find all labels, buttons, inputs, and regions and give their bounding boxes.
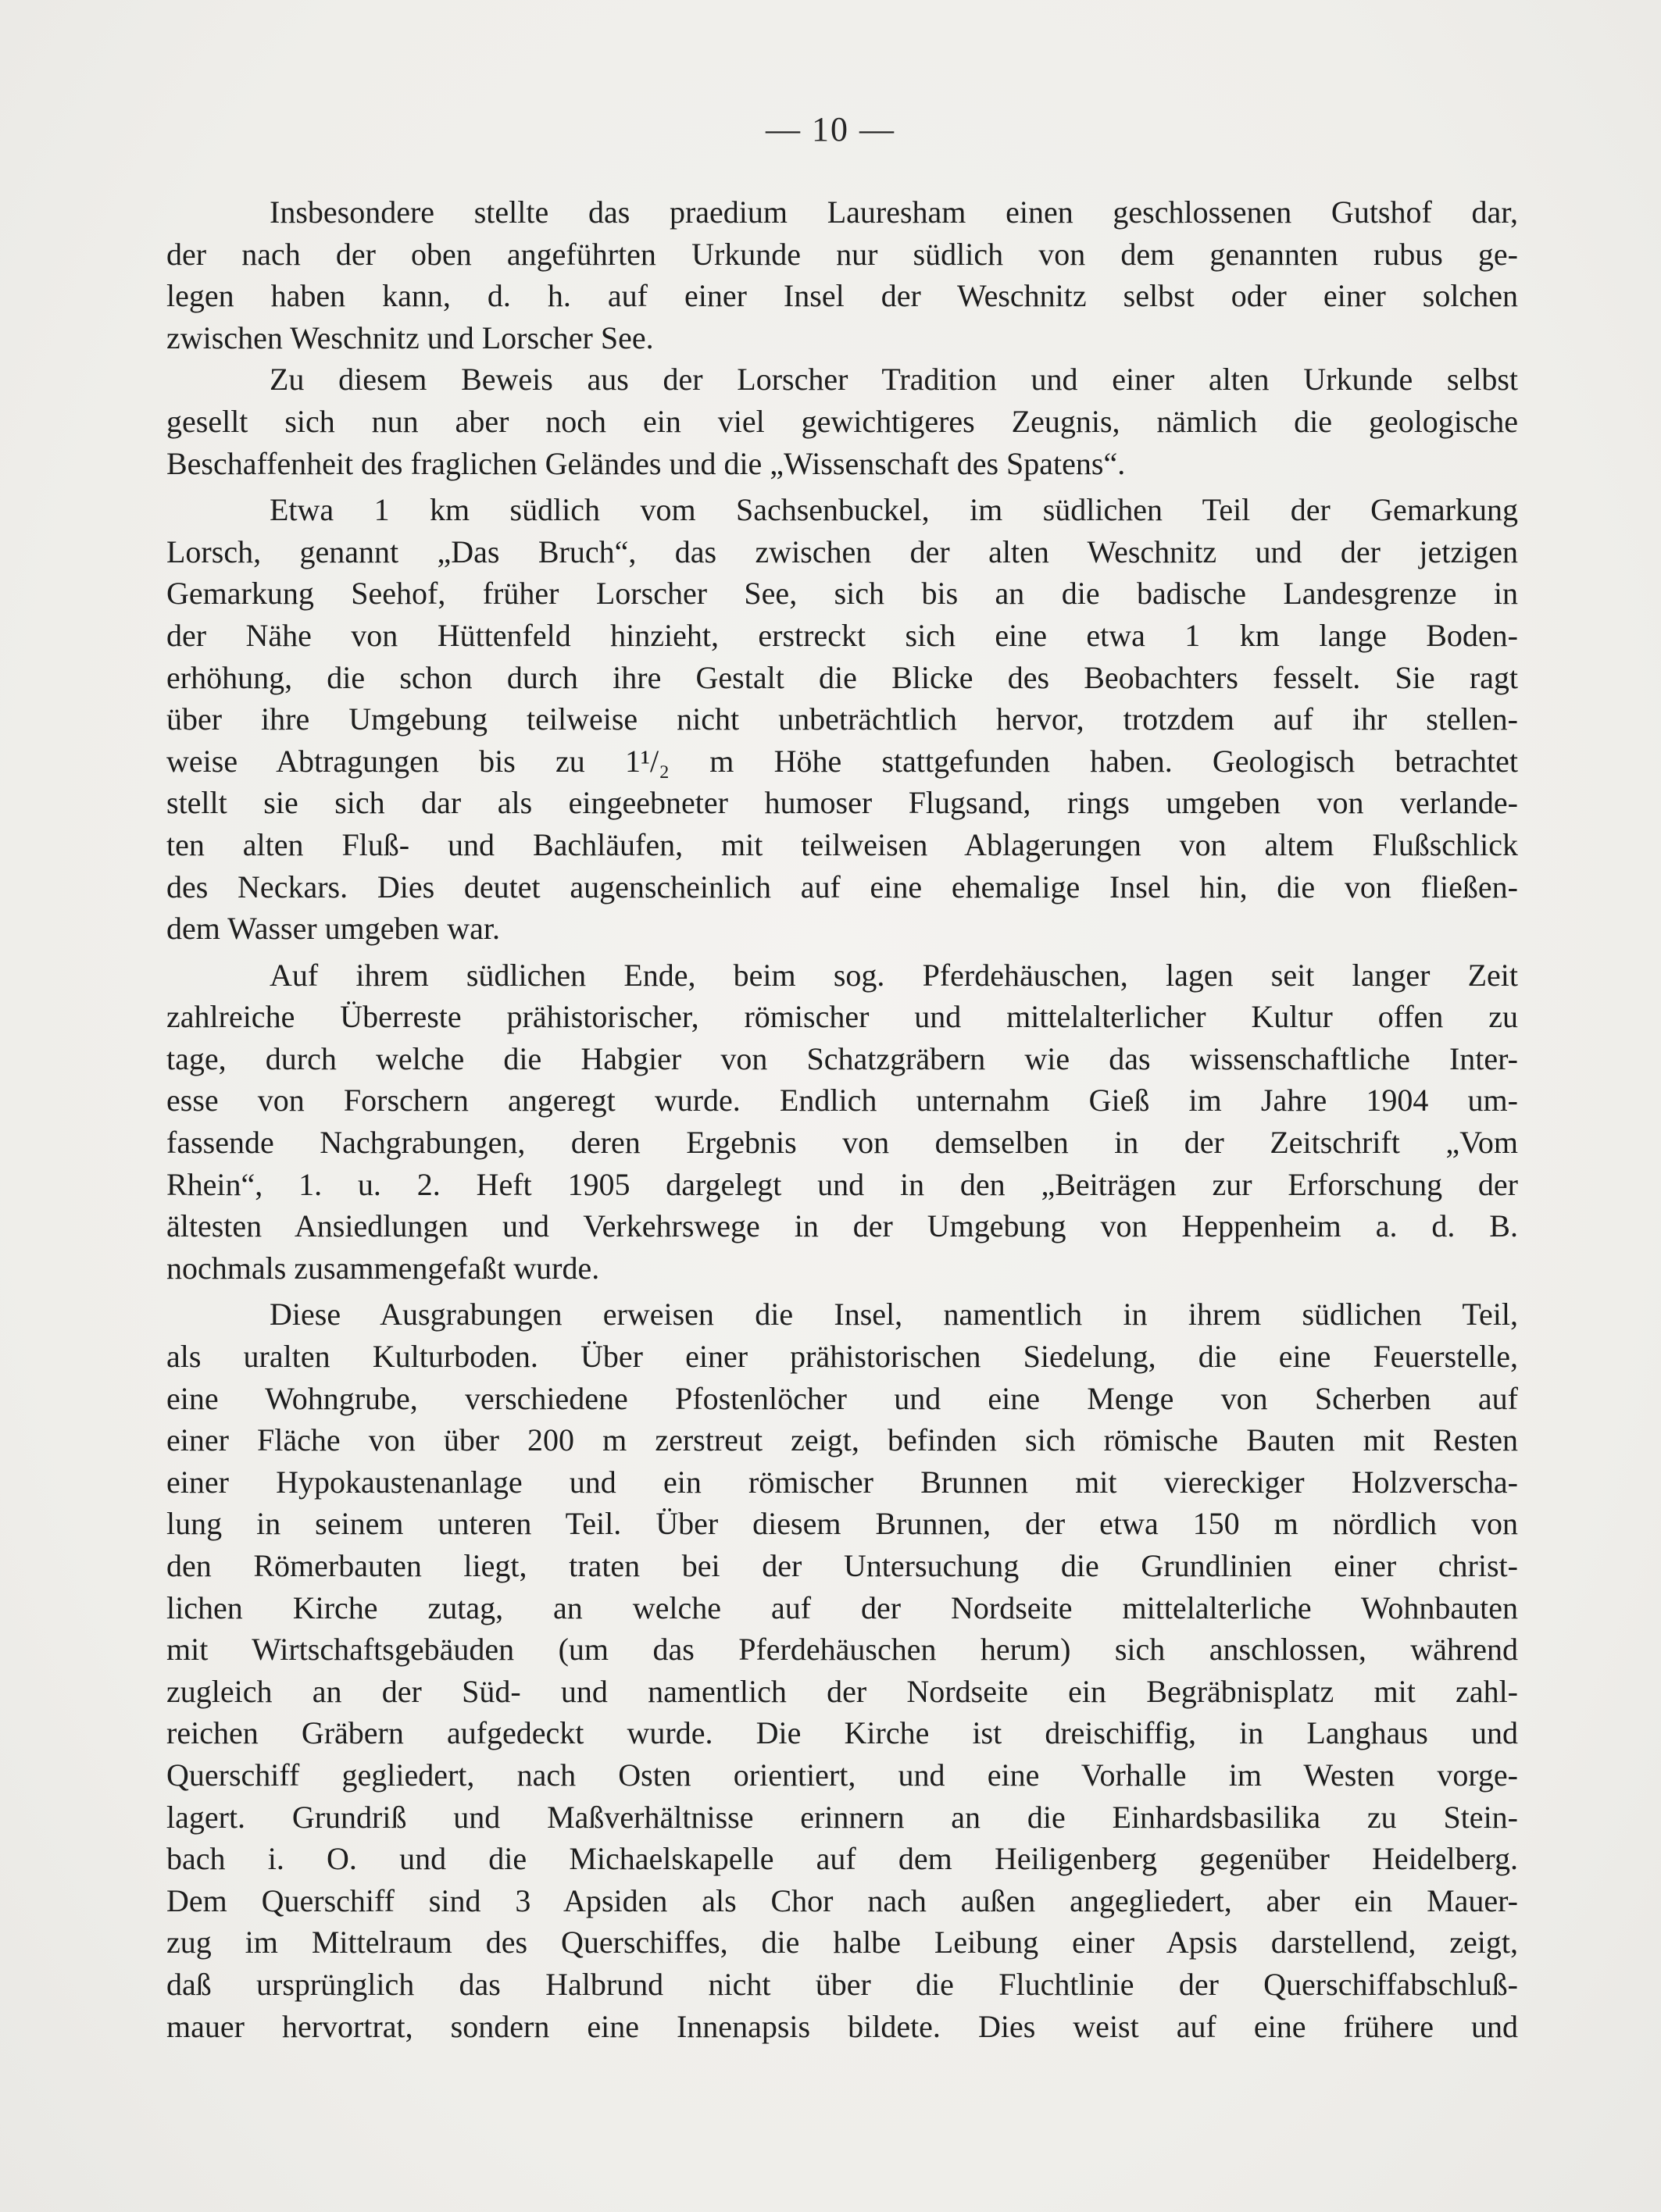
text-line: Querschiff gegliedert, nach Osten orientiert, und eine Vorhalle im Westen vorge- xyxy=(166,1757,1518,1793)
text-line: weise Abtragungen bis zu 1¹/₂ m Höhe stattgefunden haben. Geologisch betrachtet xyxy=(166,743,1518,779)
text-line: Diese Ausgrabungen erweisen die Insel, namentlich in ihrem südlichen Teil, xyxy=(270,1297,1518,1333)
text-line: lagert. Grundriß und Maßverhältnisse erinnern an die Einhardsbasilika zu Stein- xyxy=(166,1799,1518,1835)
text-line: legen haben kann, d. h. auf einer Insel der Weschnitz selbst oder einer solchen xyxy=(166,278,1518,314)
text-line: zug im Mittelraum des Querschiffes, die halbe Leibung einer Apsis darstellend, zeigt, xyxy=(166,1925,1518,1960)
text-line: tage, durch welche die Habgier von Schatzgräbern wie das wissenschaftliche Inter- xyxy=(166,1040,1518,1076)
text-line: Gemarkung Seehof, früher Lorscher See, sich bis an die badische Landesgrenze in xyxy=(166,576,1518,612)
text-line: Lorsch, genannt „Das Bruch“, das zwischen der alten Weschnitz und der jetzigen xyxy=(166,533,1518,569)
paragraph-1 xyxy=(166,191,1518,359)
text-line: dem Wasser umgeben war. xyxy=(166,911,501,947)
text-line: zwischen Weschnitz und Lorscher See. xyxy=(166,319,654,355)
text-line: einer Fläche von über 200 m zerstreut zeigt, befinden sich römische Bauten mit Resten xyxy=(166,1422,1518,1458)
text-line: Rhein“, 1. u. 2. Heft 1905 dargelegt und in den „Beiträgen zur Erforschung der xyxy=(166,1166,1518,1202)
text-line: der Nähe von Hüttenfeld hinzieht, erstreckt sich eine etwa 1 km lange Boden- xyxy=(166,617,1518,653)
text-line: des Neckars. Dies deutet augenscheinlich auf eine ehemalige Insel hin, die von fließen- xyxy=(166,869,1518,904)
text-line: daß ursprünglich das Halbrund nicht über die Fluchtlinie der Querschiffabschluß- xyxy=(166,1966,1518,2002)
text-line: zugleich an der Süd- und namentlich der Nordseite ein Begräbnisplatz mit zahl- xyxy=(166,1673,1518,1709)
text-line: esse von Forschern angeregt wurde. Endlich unternahm Gieß im Jahre 1904 um- xyxy=(166,1083,1518,1118)
text-line: den Römerbauten liegt, traten bei der Untersuchung die Grundlinien einer christ- xyxy=(166,1548,1518,1583)
text-line: Zu diesem Beweis aus der Lorscher Tradition und einer alten Urkunde selbst xyxy=(270,362,1518,398)
text-line: ältesten Ansiedlungen und Verkehrswege in der Umgebung von Heppenheim a. d. B. xyxy=(166,1208,1518,1244)
paragraph-4 xyxy=(166,954,1518,1290)
text-line: erhöhung, die schon durch ihre Gestalt die Blicke des Beobachters fesselt. Sie ragt xyxy=(166,659,1518,695)
text-line: fassende Nachgrabungen, deren Ergebnis von demselben in der Zeitschrift „Vom xyxy=(166,1125,1518,1161)
text-line: mauer hervortrat, sondern eine Innenapsis bildete. Dies weist auf eine frühere und xyxy=(166,2008,1518,2044)
text-line: Dem Querschiff sind 3 Apsiden als Chor nach außen angegliedert, aber ein Mauer- xyxy=(166,1882,1518,1918)
text-line: lichen Kirche zutag, an welche auf der Nordseite mittelalterliche Wohnbauten xyxy=(166,1589,1518,1625)
paragraph-3 xyxy=(166,489,1518,950)
text-line: Auf ihrem südlichen Ende, beim sog. Pferdehäuschen, lagen seit langer Zeit xyxy=(270,957,1518,993)
text-line: reichen Gräbern aufgedeckt wurde. Die Kirche ist dreischiffig, in Langhaus und xyxy=(166,1715,1518,1751)
text-line: mit Wirtschaftsgebäuden (um das Pferdehäuschen herum) sich anschlossen, während xyxy=(166,1632,1518,1668)
text-line: Beschaffenheit des fraglichen Geländes und die „Wissenschaft des Spatens“. xyxy=(166,445,1126,481)
text-line: zahlreiche Überreste prähistorischer, römischer und mittelalterlicher Kultur offen zu xyxy=(166,999,1518,1035)
text-line: Etwa 1 km südlich vom Sachsenbuckel, im südlichen Teil der Gemarkung xyxy=(270,492,1518,528)
text-line: als uralten Kulturboden. Über einer prähistorischen Siedelung, die eine Feuerstelle, xyxy=(166,1339,1518,1375)
text-line: Insbesondere stellte das praedium Lauresham einen geschlossenen Gutshof dar, xyxy=(270,194,1518,230)
paragraph-5 xyxy=(166,1293,1518,2047)
text-line: bach i. O. und die Michaelskapelle auf dem Heiligenberg gegenüber Heidelberg. xyxy=(166,1841,1518,1877)
text-line: gesellt sich nun aber noch ein viel gewichtigeres Zeugnis, nämlich die geologische xyxy=(166,403,1518,439)
body-text xyxy=(166,191,1518,2047)
text-line: nochmals zusammengefaßt wurde. xyxy=(166,1250,600,1286)
text-line: eine Wohngrube, verschiedene Pfostenlöcher und eine Menge von Scherben auf xyxy=(166,1380,1518,1416)
page-number: — 10 — xyxy=(766,110,895,148)
text-line: der nach der oben angeführten Urkunde nur südlich von dem genannten rubus ge- xyxy=(166,236,1518,272)
paragraph-2 xyxy=(166,359,1518,484)
text-line: einer Hypokaustenanlage und ein römischer Brunnen mit viereckiger Holzverscha- xyxy=(166,1464,1518,1500)
text-line: lung in seinem unteren Teil. Über diesem Brunnen, der etwa 150 m nördlich von xyxy=(166,1506,1518,1542)
text-line: stellt sie sich dar als eingeebneter humoser Flugsand, rings umgeben von verlande- xyxy=(166,785,1518,821)
text-line: ten alten Fluß- und Bachläufen, mit teilweisen Ablagerungen von altem Flußschlick xyxy=(166,826,1518,862)
text-line: über ihre Umgebung teilweise nicht unbeträchtlich hervor, trotzdem auf ihr stellen- xyxy=(166,701,1518,737)
